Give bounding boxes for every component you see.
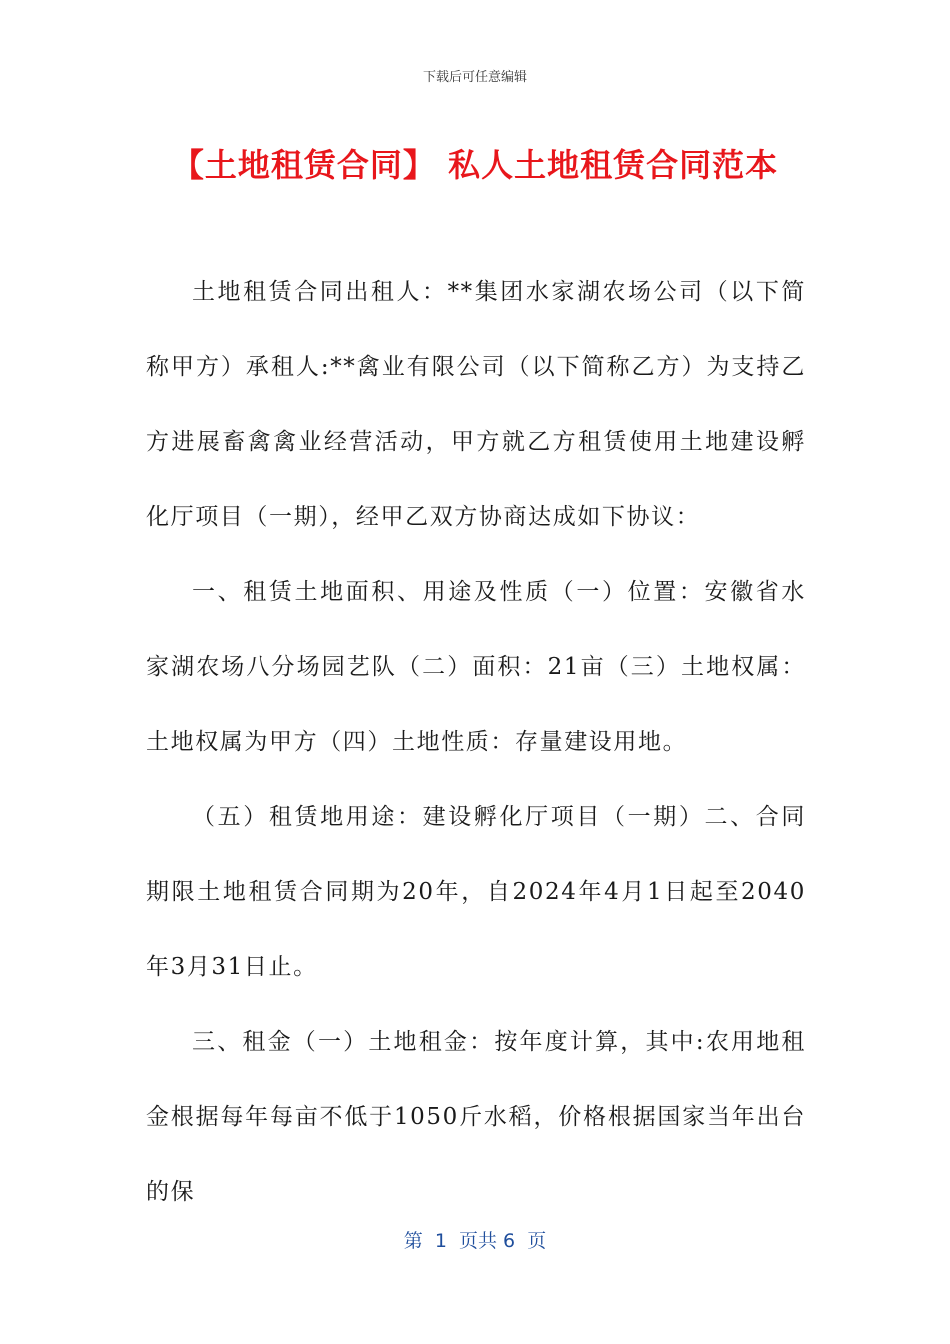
document-body	[146, 255, 806, 1230]
page-footer: 第 1 页共 6 页	[403, 1230, 547, 1252]
header-note: 下载后可任意编辑	[422, 70, 527, 85]
paragraph: 一、租赁土地面积、用途及性质（一）位置：安徽省水家湖农场八分场园艺队（二）面积：21亩（三）土地权属：土地权属为甲方（四）土地性质：存量建设用地。	[146, 579, 806, 755]
document-title: 【土地租赁合同】 私人土地租赁合同范本	[171, 146, 779, 184]
paragraph: （五）租赁地用途：建设孵化厅项目（一期）二、合同期限土地租赁合同期为20年，自2024年4月1日起至2040年3月31日止。	[146, 804, 806, 980]
paragraph: 三、租金（一）土地租金：按年度计算，其中:农用地租金根据每年每亩不低于1050斤水稻，价格根据国家当年出台的保	[146, 1029, 806, 1205]
paragraph: 土地租赁合同出租人：**集团水家湖农场公司（以下简称甲方）承租人:**禽业有限公司（以下简称乙方）为支持乙方进展畜禽禽业经营活动，甲方就乙方租赁使用土地建设孵化厅项目（一期），经甲乙双方协商达成如下协议：	[146, 279, 806, 530]
